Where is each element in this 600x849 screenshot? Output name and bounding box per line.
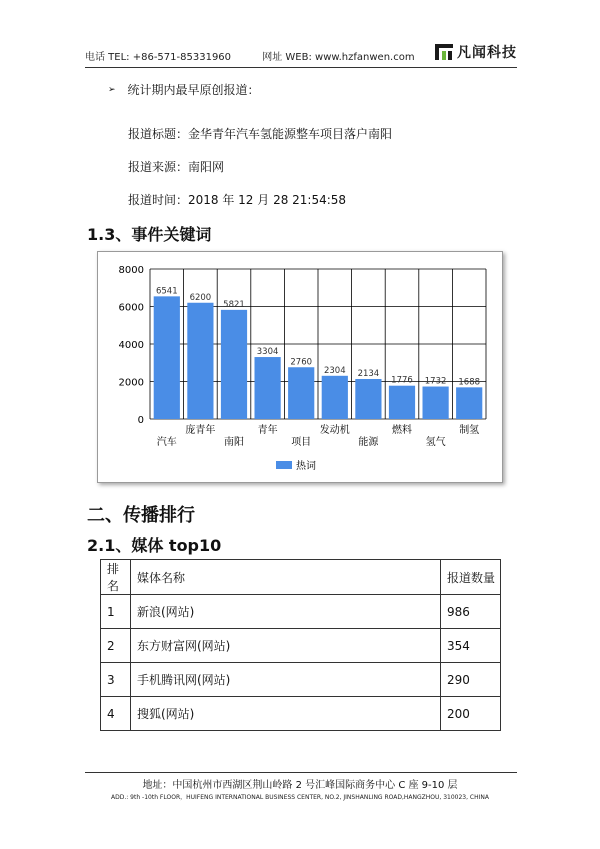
table-row <box>101 697 501 731</box>
report-time: 报道时间：2018 年 12 月 28 21:54:58 <box>128 193 347 207</box>
bar <box>389 386 415 419</box>
x-tick-label: 南阳 <box>224 437 244 448</box>
logo-text: 凡闻科技 <box>457 45 517 61</box>
section-heading-ranking: 二、传播排行 <box>87 505 195 526</box>
data-label: 2304 <box>323 365 346 376</box>
y-tick-label: 4000 <box>118 340 144 351</box>
y-tick-label: 2000 <box>118 377 144 389</box>
bar <box>288 367 314 419</box>
company-logo <box>435 42 517 62</box>
website-address: 网址 WEB: www.hzfanwen.com <box>262 52 415 63</box>
section-heading-media-top10: 2.1、媒体 top10 <box>87 536 222 555</box>
table-row <box>101 663 501 697</box>
phone-number: 电话 TEL: +86-571-85331960 <box>85 52 232 63</box>
data-label: 6200 <box>189 292 212 303</box>
logo-mark-icon <box>435 44 453 60</box>
count-cell: 200 <box>441 697 501 731</box>
y-tick-label: 0 <box>137 415 144 426</box>
bar <box>187 303 213 419</box>
column-header-media: 媒体名称 <box>131 560 441 595</box>
media-name-cell: 新浪(网站) <box>131 595 441 629</box>
data-label: 2760 <box>290 357 313 368</box>
x-tick-label: 发动机 <box>319 425 350 436</box>
x-tick-label: 能源 <box>358 437 379 448</box>
footer-address-english: ADD.: 9th -10th FLOOR，HUIFENG INTERNATIONAL BUSINESS CENTER, NO.2, JINSHANLING ROAD,HANGZHOU, 310023, CHINA <box>111 794 489 801</box>
page-header <box>85 40 517 66</box>
media-name-cell: 搜狐(网站) <box>131 697 441 731</box>
keyword-bar-chart <box>98 252 502 482</box>
data-label: 5821 <box>223 299 245 310</box>
table-row <box>101 629 501 663</box>
x-tick-label: 制氢 <box>459 425 480 436</box>
data-label: 1776 <box>391 375 413 386</box>
rank-cell: 2 <box>101 629 131 663</box>
table-row <box>101 595 501 629</box>
data-label: 1688 <box>458 377 481 388</box>
media-ranking-table <box>100 559 501 731</box>
media-name-cell: 手机腾讯网(网站) <box>131 663 441 697</box>
earliest-report-bullet <box>108 81 260 98</box>
column-header-rank: 排名 <box>101 560 131 595</box>
legend-label: 热词 <box>296 461 316 472</box>
x-tick-label: 青年 <box>257 425 278 436</box>
rank-cell: 4 <box>101 697 131 731</box>
earliest-report-label: 统计期内最早原创报道： <box>127 83 260 97</box>
bar <box>221 310 247 419</box>
x-tick-label: 项目 <box>291 437 312 448</box>
bar <box>254 357 280 419</box>
bar <box>422 387 448 419</box>
rank-cell: 3 <box>101 663 131 697</box>
media-name-cell: 东方财富网(网站) <box>131 629 441 663</box>
report-title: 报道标题：金华青年汽车氢能源整车项目落户南阳 <box>128 127 393 141</box>
count-cell: 354 <box>441 629 501 663</box>
data-label: 2134 <box>357 368 380 379</box>
x-tick-label: 氢气 <box>425 437 446 448</box>
legend-swatch <box>276 461 292 469</box>
x-tick-label: 燃料 <box>392 425 412 436</box>
rank-cell: 1 <box>101 595 131 629</box>
x-tick-label: 庞青年 <box>185 425 216 436</box>
contact-line <box>85 48 443 63</box>
bar <box>322 376 348 419</box>
keyword-chart <box>97 251 503 483</box>
y-tick-label: 6000 <box>118 302 144 314</box>
footer-divider <box>85 772 517 773</box>
count-cell: 290 <box>441 663 501 697</box>
section-heading-keywords: 1.3、事件关键词 <box>87 225 212 244</box>
bar <box>456 387 482 419</box>
footer-address: 地址：中国杭州市西湖区荆山岭路 2 号汇峰国际商务中心 C 座 9-10 层 <box>142 780 458 791</box>
bar <box>154 296 180 419</box>
count-cell: 986 <box>441 595 501 629</box>
data-label: 3304 <box>256 347 279 358</box>
table-header-row <box>101 560 501 595</box>
header-divider <box>85 67 517 68</box>
data-label: 1732 <box>424 376 447 387</box>
y-tick-label: 8000 <box>118 265 144 276</box>
arrow-bullet-icon: ➢ <box>108 84 116 95</box>
column-header-count: 报道数量 <box>441 560 501 595</box>
report-source: 报道来源：南阳网 <box>128 160 225 174</box>
bar <box>355 379 381 419</box>
x-tick-label: 汽车 <box>156 437 177 448</box>
data-label: 6541 <box>155 286 178 297</box>
